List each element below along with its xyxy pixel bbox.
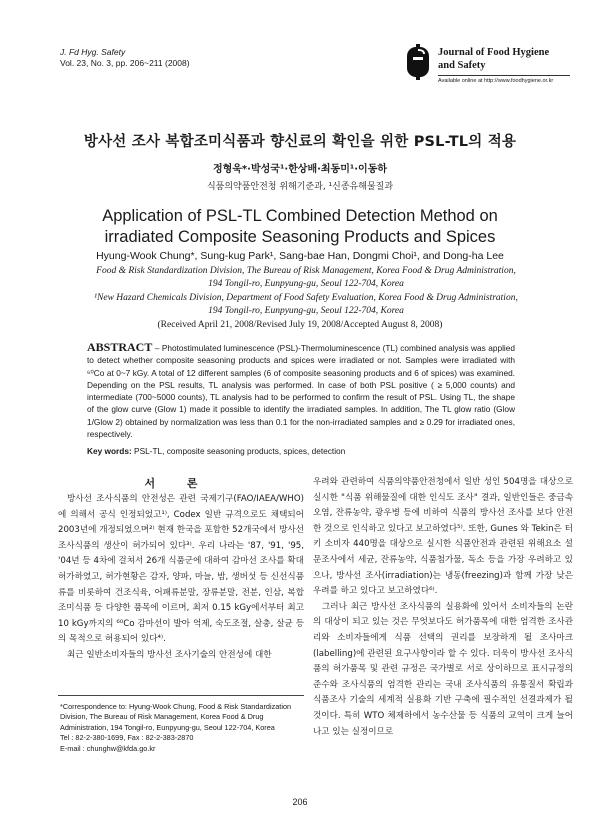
paragraph: 최근 일반소비자들의 방사선 조사기술의 안전성에 대한 <box>67 649 272 660</box>
paragraph: 그러나 최근 방사선 조사식품의 실용화에 있어서 소비자들의 논란의 대상이 되고 있는 것은 무엇보다도 허가품목에 대한 엄격한 조사관리와 소비자들에게 식품 선택의 권리를 보장하게 될 조사마크(labelling)에 관련된 요구사항이라 할 수 있다. 더욱이 방사선 조사식품의 허가품목 및 관련 규정은 국가별로 서로 상이하므로 표시규정의 준수와 조사식품의 엄격한 관리는 국내 조사식품의 유통질서 확립과 식품조사 기술의 세계적 실용화 기반 구축에 필수적인 선결과제가 될 것이다. 특히 WTO 체제하에서 농수산물 등 식품의 교역이 크게 늘어나고 있는 실정이므로 <box>313 601 573 737</box>
affiliation-1 <box>66 265 546 291</box>
paragraph: 우려와 관련하여 식품의약품안전청에서 일반 성인 504명을 대상으로 실시한 "식품 위해물질에 대한 인식도 조사" 결과, 일반인들은 중금속오염, 잔류농약, 광우병 등에 비하여 식품의 방사선 조사를 보다 안전한 것으로 인식하고 있다고 보고하였다⁵⁾. 또한, Gunes 와 Tekin은 터키 소비자 440명을 대상으로 실시한 식품안전과 관련된 위해요소 설문조사에서 세균, 잔류농약, 식품첨가물, 독소 등을 가장 우려하고 있으나, 방사선 조사(irradiation)는 냉동(freezing)과 함께 가장 낮은 우려를 하고 있다고 보고하였다⁶⁾. <box>313 477 573 597</box>
header-divider <box>438 75 570 76</box>
received-dates: (Received April 21, 2008/Revised July 19, 2008/Accepted August 8, 2008) <box>157 320 443 330</box>
footnote-divider <box>58 695 304 696</box>
korean-affiliation: 식품의약품안전청 위해기준과, ¹신종유해물질과 <box>206 182 394 192</box>
affiliation-2-line2: 194 Tongil-ro, Eunpyung-gu, Seoul 122-704, Korea <box>208 306 404 316</box>
english-authors: Hyung-Wook Chung*, Sung-kug Park¹, Sang-bae Han, Dongmi Choi¹, and Dong-ha Lee <box>96 250 504 262</box>
keywords <box>87 446 515 456</box>
korean-title: 방사선 조사 복합조미식품과 향신료의 확인을 위한 PSL-TL의 적용 <box>83 134 517 150</box>
keywords-label: Key words: <box>87 446 132 456</box>
body-column-left <box>58 492 304 664</box>
journal-title-line1: Journal of Food Hygiene <box>438 47 550 58</box>
body-column-right <box>313 475 573 740</box>
affiliation-2-line1: ¹New Hazard Chemicals Division, Department of Food Safety Evaluation, Korea Food & Drug Administration, <box>94 293 518 303</box>
footnote-address: *Correspondence to: Hyung-Wook Chung, Food & Risk Standardization Division, The Bureau of Risk Management, Korea Food & Drug Administration, 194 Tongil-ro, Eunpyung-gu, Seoul 122-704, Korea <box>60 702 292 732</box>
korean-authors: 정형욱*·박성국¹·한상배·최동미¹·이동하 <box>212 164 388 175</box>
english-title-line1: Application of PSL-TL Combined Detection Method on <box>102 207 498 225</box>
journal-title-line2: and Safety <box>438 60 486 71</box>
journal-abbrev: J. Fd Hyg. Safety <box>60 47 126 57</box>
affiliation-1-line2: 194 Tongil-ro, Eunpyung-gu, Seoul 122-704, Korea <box>208 279 404 289</box>
paragraph: 방사선 조사식품의 안전성은 관련 국제기구(FAO/IAEA/WHO)에 의해서 공식 인정되었고¹⁾, Codex 일반 규격으로도 채택되어 2003년에 개정되었으며²⁾ 현재 한국을 포함한 52개국에서 방사선 조사식품의 생산이 허가되어 있다³⁾. 우리 나라는 '87, '91, '95, '04년 등 4차에 걸쳐서 26개 식품군에 대하여 감마선 조사를 확대 허가하였고, 허가현황은 감자, 양파, 마늘, 밤, 생버섯 등 신선식품류를 비롯하여 건조식육, 어패류분말, 장류분말, 전분, 인삼, 복합조미식품 등 다양한 품목에 이르며, 최저 0.15 kGy에서부터 최고 10 kGy까지의 ⁶⁰Co 감마선이 발아 억제, 숙도조절, 살충, 살균 등의 목적으로 허용되어 있다⁴⁾. <box>58 494 304 645</box>
journal-title <box>438 46 549 72</box>
affiliation-2 <box>66 292 546 318</box>
footnote-email: E-mail : chunghw@kfda.go.kr <box>60 743 156 753</box>
correspondence-footnote <box>60 702 306 754</box>
online-notice: Available online at http://www.foodhygiene.or.kr <box>438 78 554 84</box>
keywords-text: PSL-TL, composite seasoning products, spices, detection <box>131 446 346 456</box>
volume-info: Vol. 23, No. 3, pp. 206~211 (2008) <box>60 58 190 68</box>
english-title <box>0 206 600 248</box>
journal-citation <box>60 47 190 69</box>
journal-logo-icon <box>405 44 431 80</box>
affiliation-1-line1: Food & Risk Standardization Division, The Bureau of Risk Management, Korea Food & Drug Administration, <box>96 266 516 276</box>
abstract-text: – Photostimulated luminescence (PSL)-Thermoluminescence (TL) combined analysis was applied to detect whether composite seasoning products and spices were irradiated or not. Samples were irradiated with ⁶⁰Co at 0~7 kGy. A total of 12 different samples (6 of composite seasoning products and 6 of spices) was examined. Depending on the PSL results, TL analysis was performed. In case of both PSL positive ( ≥ 5,000 counts) and intermediate (700~5000 counts), TL analysis had to be performed to confirm the result of PSL. Using TL, the shape of the glow curve (Glow 1) made it possible to identify the irradiated samples. In addition, The TL glow ratio (Glow 1/Glow 2) obtained by normalization was less than 0.1 for the non-irradiated samples and ≥ 0.29 for irradiated ones, respectively. <box>87 343 515 440</box>
footnote-phone: Tel : 82-2-380-1699, Fax : 82-2-383-2870 <box>60 733 194 743</box>
section-title-introduction: 서 론 <box>144 477 212 490</box>
abstract <box>87 341 515 440</box>
abstract-label: ABSTRACT <box>87 340 153 354</box>
page-number: 206 <box>292 797 308 807</box>
english-title-line2: irradiated Composite Seasoning Products and Spices <box>104 228 496 246</box>
